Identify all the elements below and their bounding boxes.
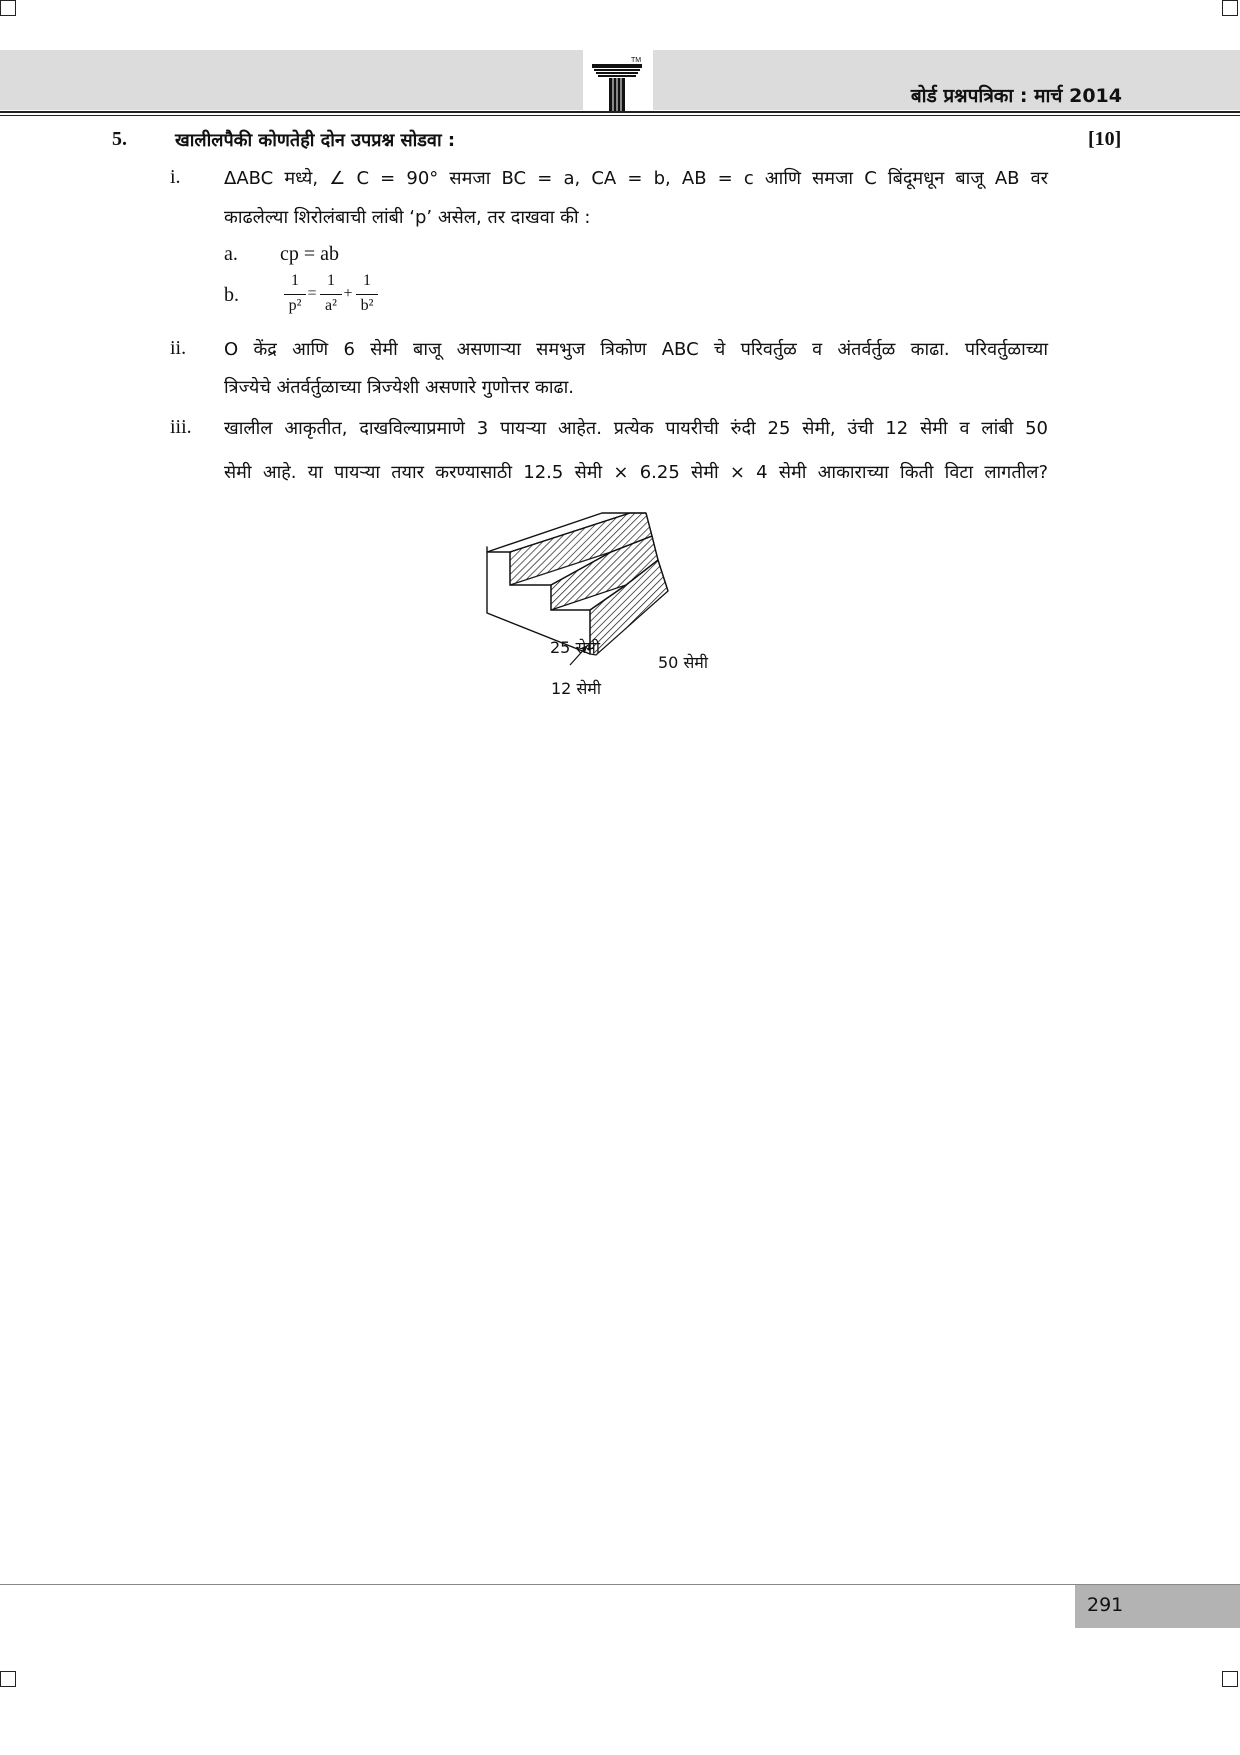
figure-label-length: 50 सेमी: [658, 653, 708, 672]
question-number: 5.: [112, 128, 127, 150]
subquestion-text: त्रिज्येचे अंतर्वर्तुळाच्या त्रिज्येशी असणारे गुणोत्तर काढा.: [224, 377, 575, 398]
staircase-figure: [480, 505, 740, 705]
subquestion-label: ii.: [170, 337, 187, 359]
subquestion-text: काढलेल्या शिरोलंबाची लांबी ‘p’ असेल, तर दाखवा की :: [224, 207, 591, 228]
fraction-bar: [320, 294, 342, 295]
crop-mark-top-right: [1222, 0, 1238, 16]
header-title: बोर्ड प्रश्नपत्रिका : मार्च 2014: [910, 85, 1122, 107]
header-rule: [0, 111, 1240, 113]
footer-rule: [0, 1584, 1240, 1585]
option-label: b.: [224, 284, 239, 306]
subquestion-text: O केंद्र आणि 6 सेमी बाजू असणाऱ्या समभुज त्रिकोण ABC चे परिवर्तुळ व अंतर्वर्तुळ काढा. परिवर्तुळाच्या: [224, 339, 1048, 360]
subquestion-label: i.: [170, 166, 181, 188]
option-label: a.: [224, 243, 238, 265]
crop-mark-bottom-right: [1222, 1671, 1238, 1687]
fraction-bar: [356, 294, 378, 295]
subquestion-text: ΔABC मध्ये, ∠ C = 90° समजा BC = a, CA = b, AB = c आणि समजा C बिंदूमधून बाजू AB वर: [224, 168, 1048, 189]
page-number: 291: [1087, 1594, 1124, 1616]
fraction-numerator: 1: [363, 272, 371, 289]
figure-label-width: 25 सेमी: [550, 638, 600, 657]
t-logo-icon: [587, 54, 649, 112]
fraction-denominator: a²: [325, 297, 337, 314]
subquestion-label: iii.: [170, 416, 192, 438]
subquestion-text: खालील आकृतीत, दाखविल्याप्रमाणे 3 पायऱ्या आहेत. प्रत्येक पायरीची रुंदी 25 सेमी, उंची 12 सेमी व लांबी 50: [224, 418, 1048, 439]
fraction-bar: [284, 294, 306, 295]
equals-sign: =: [307, 285, 317, 302]
fraction-numerator: 1: [327, 272, 335, 289]
header-rule-thin: [0, 115, 1240, 116]
logo-trademark: TM: [631, 57, 642, 64]
question-marks: [10]: [1088, 128, 1122, 150]
option-content: cp = ab: [280, 243, 340, 265]
figure-label-height: 12 सेमी: [551, 679, 601, 698]
subquestion-text: सेमी आहे. या पायऱ्या तयार करण्यासाठी 12.5 सेमी × 6.25 सेमी × 4 सेमी आकाराच्या किती विटा लागतील?: [224, 462, 1048, 483]
crop-mark-bottom-left: [0, 1671, 16, 1687]
fraction-numerator: 1: [291, 272, 299, 289]
plus-sign: +: [343, 285, 353, 302]
crop-mark-top-left: [0, 0, 16, 16]
fraction-denominator: p²: [288, 297, 302, 314]
fraction-denominator: b²: [360, 297, 374, 314]
question-title: खालीलपैकी कोणतेही दोन उपप्रश्न सोडवा :: [175, 130, 456, 151]
